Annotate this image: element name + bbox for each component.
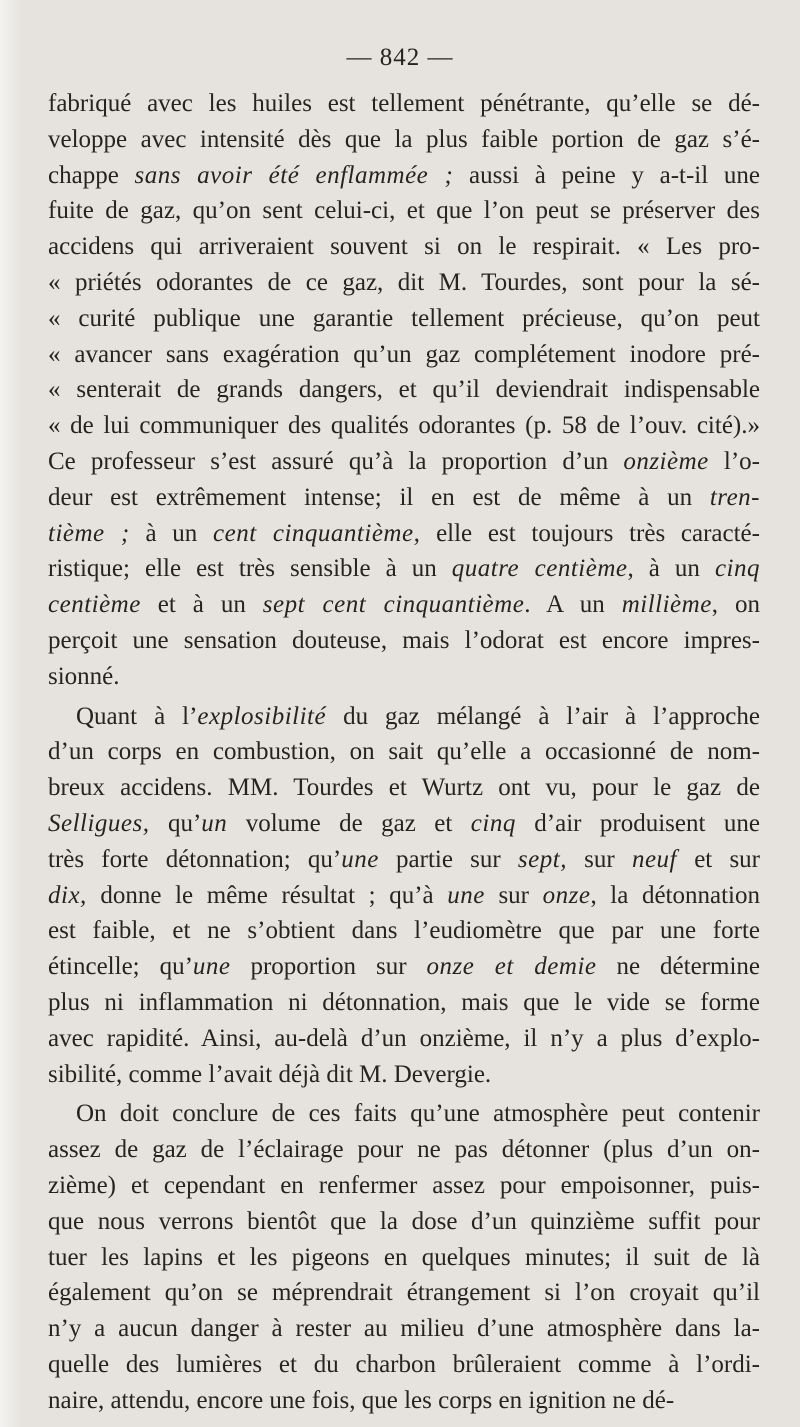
text-line [48,734,760,770]
text-line [48,1132,760,1168]
text-run: elle est toujours très caracté- [420,519,760,547]
text-run: , à un [627,555,715,583]
text-run: à un [129,519,214,547]
text-run: volume de gaz et [227,809,471,837]
text-run: l’o- [708,447,760,475]
text-line [48,1204,760,1240]
italic-run: quatre centième [451,555,628,583]
text-run: plus ni inflammation ni détonnation, mais que le vide se forme [48,988,760,1016]
body-text [48,86,760,1418]
italic-run: sans avoir été enflammée ; [134,161,454,189]
italic-run: une [447,881,485,909]
text-run: sibilité, comme l’avait déjà dit M. Devergie. [48,1060,492,1088]
text-run: ristique; elle est très sensible à un [48,555,452,583]
italic-run: neuf [631,845,677,873]
text-run: « de lui communiquer des qualités odorantes (p. 58 de l’ouv. cité).» [48,412,760,440]
text-line [48,372,760,408]
text-run: ne détermine [596,953,760,981]
text-line [48,265,760,301]
text-run: perçoit une sensation douteuse, mais l’odorat est encore impres- [48,626,760,654]
text-line [48,587,760,623]
text-line [48,193,760,229]
text-run: partie sur [378,845,518,873]
text-line [48,1275,760,1311]
text-run: qu’ [149,809,202,837]
italic-run: dix, [48,881,87,909]
text-line [48,444,760,480]
italic-run: tième ; [48,519,130,547]
text-line [48,699,760,735]
text-run: sionné. [48,662,120,690]
text-run: est faible, et ne s’obtient dans l’eudiomètre que par une forte [48,917,760,945]
text-run: d’un corps en combustion, on sait qu’elle a occasionné de nom- [48,738,760,766]
italic-run: cinq [714,555,760,583]
text-run: Quant à l’ [76,702,198,730]
italic-run: onzième [623,447,709,475]
text-run: , la détonnation [590,881,760,909]
text-line [48,516,760,552]
text-run: donne le même résultat ; qu’à [86,881,448,909]
text-run: « avancer sans exagération qu’un gaz complétement inodore pré- [48,340,760,368]
text-line [48,408,760,444]
text-run: veloppe avec intensité dès que la plus faible portion de gaz s’é- [48,125,760,153]
text-run: aussi à peine y a-t-il une [453,161,760,189]
text-line [48,1347,760,1383]
text-line [48,86,760,122]
italic-run: sept cent cinquantième [262,591,525,619]
text-line [48,337,760,373]
text-run: accidens qui arriveraient souvent si on le respirait. « Les pro- [48,233,760,261]
text-line [48,770,760,806]
text-run: quelle des lumières et du charbon brûleraient comme à l’ordi- [48,1350,760,1378]
text-run: assez de gaz de l’éclairage pour ne pas détonner (plus d’un on- [48,1136,760,1164]
text-run: chappe [48,161,135,189]
italic-run: une [192,953,231,981]
italic-run: centième [48,591,141,619]
text-run: proportion sur [230,953,427,981]
text-run: « priétés odorantes de ce gaz, dit M. Tourdes, sont pour la sé- [48,268,760,296]
text-line [48,1168,760,1204]
text-line [48,1240,760,1276]
text-run: naire, attendu, encore une fois, que les corps en ignition ne dé- [48,1386,675,1414]
text-line [48,806,760,842]
italic-run: explosibilité [197,702,327,730]
text-run: très forte détonnation; qu’ [48,845,342,873]
text-run: fabriqué avec les huiles est tellement pénétrante, qu’elle se dé- [48,90,760,117]
text-line [48,1383,760,1419]
text-run: On doit conclure de ces faits qu’une atmosphère peut contenir [76,1100,760,1128]
italic-run: onze et demie [426,953,597,981]
text-run: n’y a aucun danger à rester au milieu d’une atmosphère dans la- [48,1315,760,1343]
text-run: d’air produisent une [515,809,760,837]
text-line [48,659,760,695]
text-run: , on [711,591,760,619]
text-run: étincelle; qu’ [48,953,193,981]
italic-run: une [341,845,379,873]
italic-run: cinq [470,809,516,837]
text-line [48,480,760,516]
italic-run: Selligues, [48,809,150,837]
text-run: zième) et cependant en renfermer assez pour empoisonner, puis- [48,1171,760,1199]
page-number: — 842 — [346,44,454,71]
italic-run: un [201,809,228,837]
italic-run: onze [542,881,591,909]
text-run: « senterait de grands dangers, et qu’il deviendrait indispensable [48,376,760,404]
italic-run: cent cinquantième, [213,519,421,547]
text-line [48,1096,760,1132]
text-line [48,122,760,158]
text-line [48,878,760,914]
text-run: que nous verrons bientôt que la dose d’un quinzième suffit pour [48,1207,760,1235]
text-line [48,913,760,949]
italic-run: sept, [517,845,567,873]
page-edge-shading [0,0,22,1427]
text-run: et à un [140,591,263,619]
text-line [48,949,760,985]
text-run: également qu’on se méprendrait étrangement si l’on croyait qu’il [48,1279,760,1307]
text-line [48,623,760,659]
text-line [48,842,760,878]
text-run: . A un [524,591,622,619]
text-run: « curité publique une garantie tellement précieuse, qu’on peut [48,304,760,332]
italic-run: millième [621,591,712,619]
text-line [48,1021,760,1057]
text-run: deur est extrêmement intense; il en est de même à un [48,483,710,511]
text-run: avec rapidité. Ainsi, au-delà d’un onzième, il n’y a plus d’explo- [48,1024,760,1052]
text-run: sur [484,881,543,909]
text-run: du gaz mélangé à l’air à l’approche [326,702,760,730]
text-run: tuer les lapins et les pigeons en quelques minutes; il suit de là [48,1243,760,1271]
text-line [48,1057,760,1093]
text-run: breux accidens. MM. Tourdes et Wurtz ont vu, pour le gaz de [48,774,760,802]
text-run: fuite de gaz, qu’on sent celui-ci, et que l’on peut se préserver des [48,197,760,225]
text-line [48,301,760,337]
text-run: Ce professeur s’est assuré qu’à la proportion d’un [48,447,624,475]
text-line [48,985,760,1021]
text-line [48,158,760,194]
italic-run: tren- [709,483,760,511]
text-line [48,229,760,265]
text-line [48,551,760,587]
text-line [48,1311,760,1347]
text-run: sur [566,845,632,873]
text-run: et sur [676,845,760,873]
